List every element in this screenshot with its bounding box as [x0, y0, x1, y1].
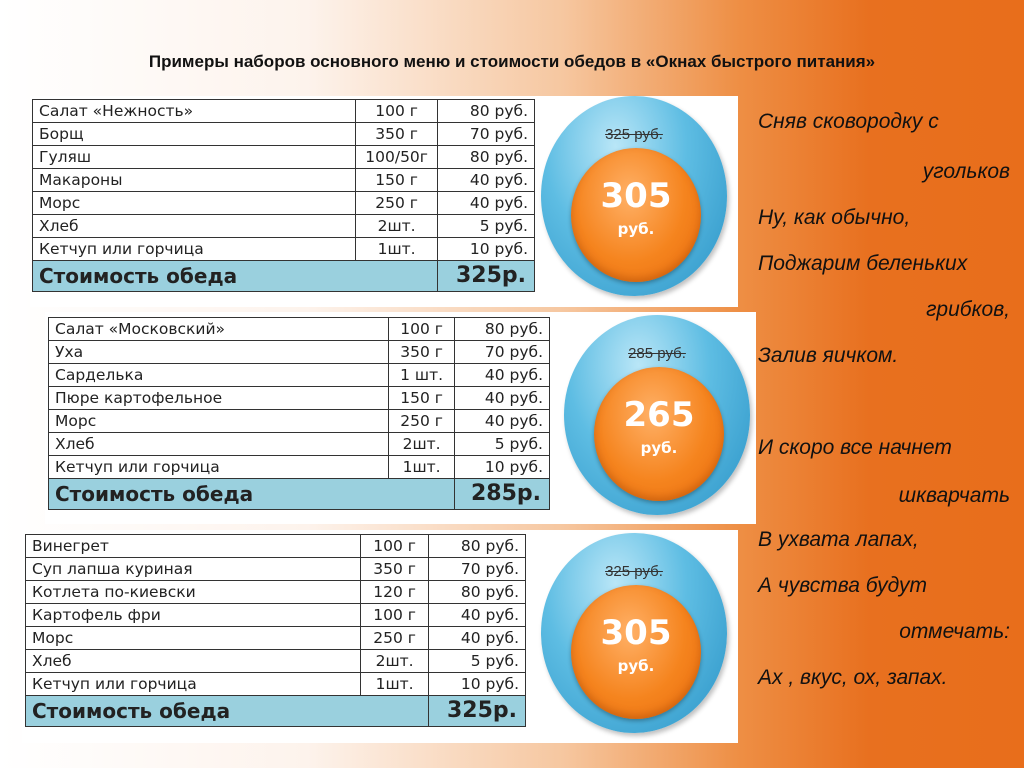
poem-line: И скоро все начнет [758, 436, 952, 459]
table-row [33, 238, 535, 261]
poem-line: Сняв сковородку с [758, 110, 939, 133]
table-row [49, 318, 550, 341]
item-price: 70 руб. [455, 341, 550, 364]
table-row [26, 650, 526, 673]
item-price: 40 руб. [455, 387, 550, 410]
item-weight: 100 г [389, 318, 455, 341]
badge-inner-circle [571, 585, 701, 719]
table-row [33, 123, 535, 146]
item-weight: 100 г [356, 100, 438, 123]
total-value: 325р. [438, 261, 535, 292]
item-name: Борщ [33, 123, 356, 146]
item-weight: 1 шт. [389, 364, 455, 387]
table-row [33, 192, 535, 215]
item-name: Котлета по-киевски [26, 581, 361, 604]
menu-table-2 [48, 317, 550, 510]
old-price: 325 руб. [605, 126, 663, 143]
poem-line: отмечать: [899, 620, 1010, 643]
item-weight: 350 г [356, 123, 438, 146]
item-name: Макароны [33, 169, 356, 192]
new-price: 265 [623, 395, 695, 435]
item-price: 40 руб. [438, 169, 535, 192]
item-price: 5 руб. [429, 650, 526, 673]
table-row [26, 581, 526, 604]
item-price: 40 руб. [429, 604, 526, 627]
table-row [26, 627, 526, 650]
item-price: 40 руб. [438, 192, 535, 215]
total-label: Стоимость обеда [26, 696, 429, 727]
item-weight: 2шт. [361, 650, 429, 673]
item-price: 10 руб. [429, 673, 526, 696]
total-label: Стоимость обеда [33, 261, 438, 292]
total-row [33, 261, 535, 292]
item-name: Уха [49, 341, 389, 364]
table-row [49, 410, 550, 433]
badge-inner-circle [571, 148, 701, 282]
table-row [49, 341, 550, 364]
item-weight: 1шт. [389, 456, 455, 479]
item-price: 80 руб. [429, 581, 526, 604]
badge-inner-circle [594, 367, 724, 501]
item-name: Суп лапша куриная [26, 558, 361, 581]
poem-line: шкварчать [898, 484, 1010, 507]
item-name: Хлеб [26, 650, 361, 673]
table-row [33, 215, 535, 238]
item-name: Кетчуп или горчица [26, 673, 361, 696]
item-weight: 100 г [361, 604, 429, 627]
item-price: 5 руб. [438, 215, 535, 238]
page-title: Примеры наборов основного меню и стоимости обедов в «Окнах быстрого питания» [148, 52, 876, 71]
item-weight: 250 г [361, 627, 429, 650]
new-price: 305 [600, 176, 672, 216]
item-price: 40 руб. [455, 410, 550, 433]
item-price: 5 руб. [455, 433, 550, 456]
poem-line: Ах , вкус, ох, запах. [758, 666, 948, 689]
item-weight: 2шт. [389, 433, 455, 456]
poem-line: Поджарим беленьких [758, 252, 968, 275]
table-row [49, 364, 550, 387]
table-row [49, 456, 550, 479]
poem-line: В ухвата лапах, [758, 528, 919, 551]
item-weight: 250 г [356, 192, 438, 215]
item-name: Кетчуп или горчица [49, 456, 389, 479]
item-price: 80 руб. [455, 318, 550, 341]
item-weight: 150 г [356, 169, 438, 192]
table-row [33, 100, 535, 123]
total-row [49, 479, 550, 510]
table-row [26, 535, 526, 558]
poem-line: Ну, как обычно, [758, 206, 911, 229]
item-price: 80 руб. [438, 146, 535, 169]
item-name: Хлеб [49, 433, 389, 456]
item-name: Салат «Московский» [49, 318, 389, 341]
item-name: Картофель фри [26, 604, 361, 627]
poem-line: угольков [922, 160, 1010, 183]
item-name: Гуляш [33, 146, 356, 169]
poem-line: Залив яичком. [758, 344, 899, 367]
table-row [26, 673, 526, 696]
item-weight: 150 г [389, 387, 455, 410]
new-price: 305 [600, 613, 672, 653]
item-weight: 100 г [361, 535, 429, 558]
item-name: Морс [26, 627, 361, 650]
item-weight: 250 г [389, 410, 455, 433]
item-weight: 2шт. [356, 215, 438, 238]
total-value: 285р. [455, 479, 550, 510]
item-weight: 120 г [361, 581, 429, 604]
item-price: 80 руб. [438, 100, 535, 123]
item-weight: 1шт. [361, 673, 429, 696]
price-badge-3 [541, 533, 727, 733]
item-name: Кетчуп или горчица [33, 238, 356, 261]
item-name: Винегрет [26, 535, 361, 558]
item-price: 70 руб. [429, 558, 526, 581]
menu-table-3 [25, 534, 526, 727]
old-price: 285 руб. [628, 345, 686, 362]
item-price: 40 руб. [455, 364, 550, 387]
table-row [49, 387, 550, 410]
price-badge-2 [564, 315, 750, 515]
total-label: Стоимость обеда [49, 479, 455, 510]
table-row [26, 604, 526, 627]
old-price: 325 руб. [605, 563, 663, 580]
new-price-currency: руб. [617, 657, 655, 675]
table-row [33, 169, 535, 192]
poem-line: А чувства будут [758, 574, 927, 597]
table-row [33, 146, 535, 169]
item-weight: 1шт. [356, 238, 438, 261]
poem-line: грибков, [926, 298, 1010, 321]
new-price-currency: руб. [640, 439, 678, 457]
price-badge-1 [541, 96, 727, 296]
item-price: 40 руб. [429, 627, 526, 650]
new-price-currency: руб. [617, 220, 655, 238]
item-price: 10 руб. [438, 238, 535, 261]
total-row [26, 696, 526, 727]
item-name: Сарделька [49, 364, 389, 387]
item-price: 10 руб. [455, 456, 550, 479]
item-price: 70 руб. [438, 123, 535, 146]
item-name: Морс [49, 410, 389, 433]
item-weight: 350 г [361, 558, 429, 581]
item-price: 80 руб. [429, 535, 526, 558]
table-row [49, 433, 550, 456]
item-name: Морс [33, 192, 356, 215]
item-weight: 350 г [389, 341, 455, 364]
item-name: Салат «Нежность» [33, 100, 356, 123]
table-row [26, 558, 526, 581]
item-name: Пюре картофельное [49, 387, 389, 410]
item-weight: 100/50г [356, 146, 438, 169]
total-value: 325р. [429, 696, 526, 727]
menu-table-1 [32, 99, 535, 292]
item-name: Хлеб [33, 215, 356, 238]
